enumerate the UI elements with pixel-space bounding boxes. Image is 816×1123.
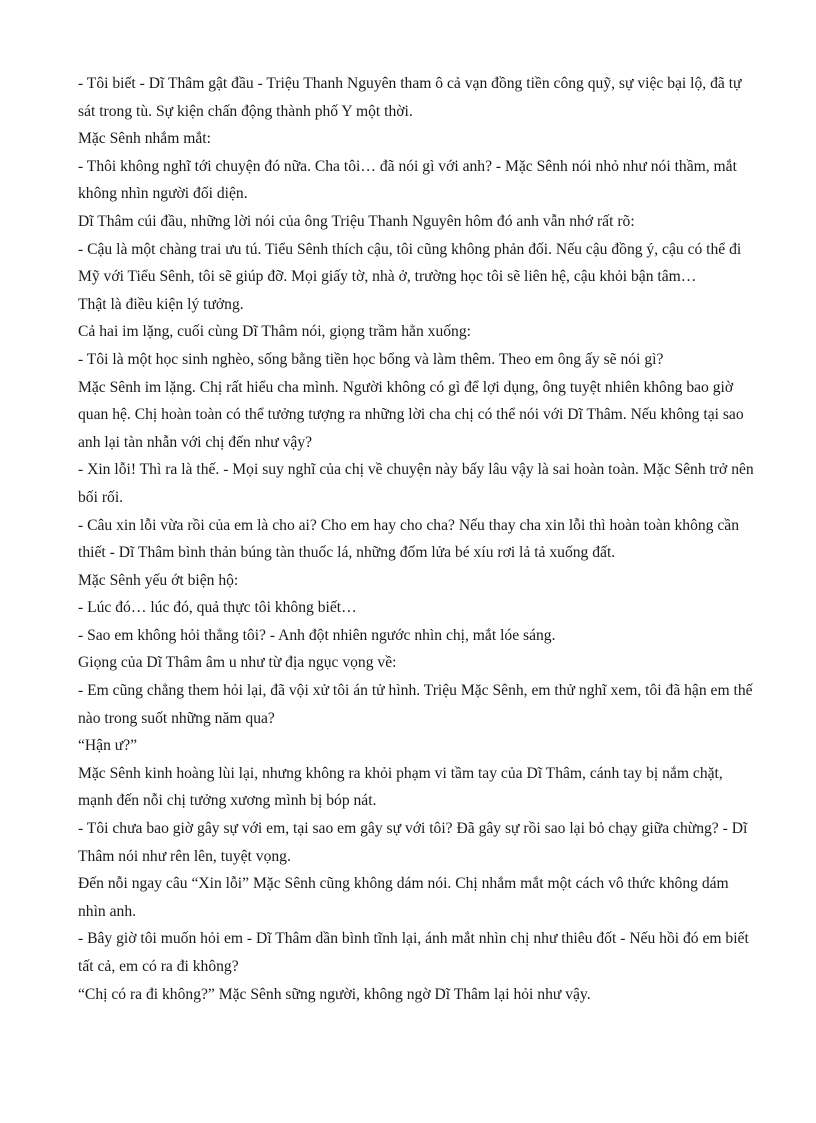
paragraph: Đến nỗi ngay câu “Xin lỗi” Mặc Sênh cũng không dám nói. Chị nhắm mắt một cách vô thức không dám nhìn anh.	[78, 875, 729, 920]
paragraph: - Tôi biết - Dĩ Thâm gật đầu - Triệu Thanh Nguyên tham ô cả vạn đồng tiền công quỹ, sự việc bại lộ, đã tự sát trong tù. Sự kiện chấn động thành phố Y một thời.	[78, 75, 742, 120]
paragraph: - Bây giờ tôi muốn hỏi em - Dĩ Thâm dần bình tĩnh lại, ánh mắt nhìn chị như thiêu đốt - Nếu hồi đó em biết tất cả, em có ra đi không?	[78, 930, 749, 975]
paragraph: - Thôi không nghĩ tới chuyện đó nữa. Cha tôi… đã nói gì với anh? - Mặc Sênh nói nhỏ như nói thầm, mắt không nhìn người đối diện.	[78, 157, 737, 203]
paragraph: Mặc Sênh nhắm mắt:	[78, 130, 211, 148]
paragraph: - Lúc đó… lúc đó, quả thực tôi không biết…	[78, 599, 357, 617]
paragraph: Thật là điều kiện lý tưởng.	[78, 295, 244, 313]
paragraph: Dĩ Thâm cúi đầu, những lời nói của ông Triệu Thanh Nguyên hôm đó anh vẫn nhớ rất rõ:	[78, 212, 635, 230]
paragraph: - Sao em không hỏi thẳng tôi? - Anh đột nhiên ngước nhìn chị, mắt lóe sáng.	[78, 626, 556, 644]
paragraph: Giọng của Dĩ Thâm âm u như từ địa ngục vọng về:	[78, 654, 397, 672]
paragraph: Mặc Sênh yếu ớt biện hộ:	[78, 571, 239, 589]
paragraph: - Câu xin lỗi vừa rồi của em là cho ai? Cho em hay cho cha? Nếu thay cha xin lỗi thì hoàn toàn không cần thiết - Dĩ Thâm bình thản búng tàn thuốc lá, những đốm lửa bé xíu rơi lả tả xuống đất.	[78, 516, 740, 562]
paragraph: “Chị có ra đi không?” Mặc Sênh sững người, không ngờ Dĩ Thâm lại hỏi như vậy.	[78, 985, 591, 1003]
paragraph: - Tôi là một học sinh nghèo, sống bằng tiền học bổng và làm thêm. Theo em ông ấy sẽ nói gì?	[78, 350, 664, 368]
paragraph: - Em cũng chẳng them hỏi lại, đã vội xử tôi án tử hình. Triệu Mặc Sênh, em thử nghĩ xem, tôi đã hận em thế nào trong suốt những năm qua?	[78, 682, 753, 727]
paragraph: - Xin lỗi! Thì ra là thế. - Mọi suy nghĩ của chị về chuyện này bấy lâu vậy là sai hoàn toàn. Mặc Sênh trở nên bối rối.	[78, 461, 754, 506]
paragraph: - Cậu là một chàng trai ưu tú. Tiểu Sênh thích cậu, tôi cũng không phản đối. Nếu cậu đồng ý, cậu có thể đi Mỹ với Tiểu Sênh, tôi sẽ giúp đỡ. Mọi giấy tờ, nhà ở, trường học tôi sẽ liên hệ, cậu khỏi bận tâm…	[78, 240, 742, 286]
paragraph: Mặc Sênh im lặng. Chị rất hiểu cha mình. Người không có gì để lợi dụng, ông tuyệt nhiên không bao giờ quan hệ. Chị hoàn toàn có thể tưởng tượng ra những lời cha chị có thể nói với Dĩ Thâm. Nếu không tại sao anh lại tàn nhẫn với chị đến như vậy?	[78, 378, 744, 451]
paragraph: Cả hai im lặng, cuối cùng Dĩ Thâm nói, giọng trầm hẳn xuống:	[78, 323, 471, 341]
paragraph: Mặc Sênh kinh hoàng lùi lại, nhưng không ra khỏi phạm vi tầm tay của Dĩ Thâm, cánh tay bị nắm chặt, mạnh đến nỗi chị tưởng xương mình bị bóp nát.	[78, 764, 723, 810]
document-page	[78, 70, 758, 1008]
paragraph: - Tôi chưa bao giờ gây sự với em, tại sao em gây sự với tôi? Đã gây sự rồi sao lại bỏ chạy giữa chừng? - Dĩ Thâm nói như rên lên, tuyệt vọng.	[78, 820, 748, 865]
paragraph: “Hận ư?”	[78, 737, 138, 755]
